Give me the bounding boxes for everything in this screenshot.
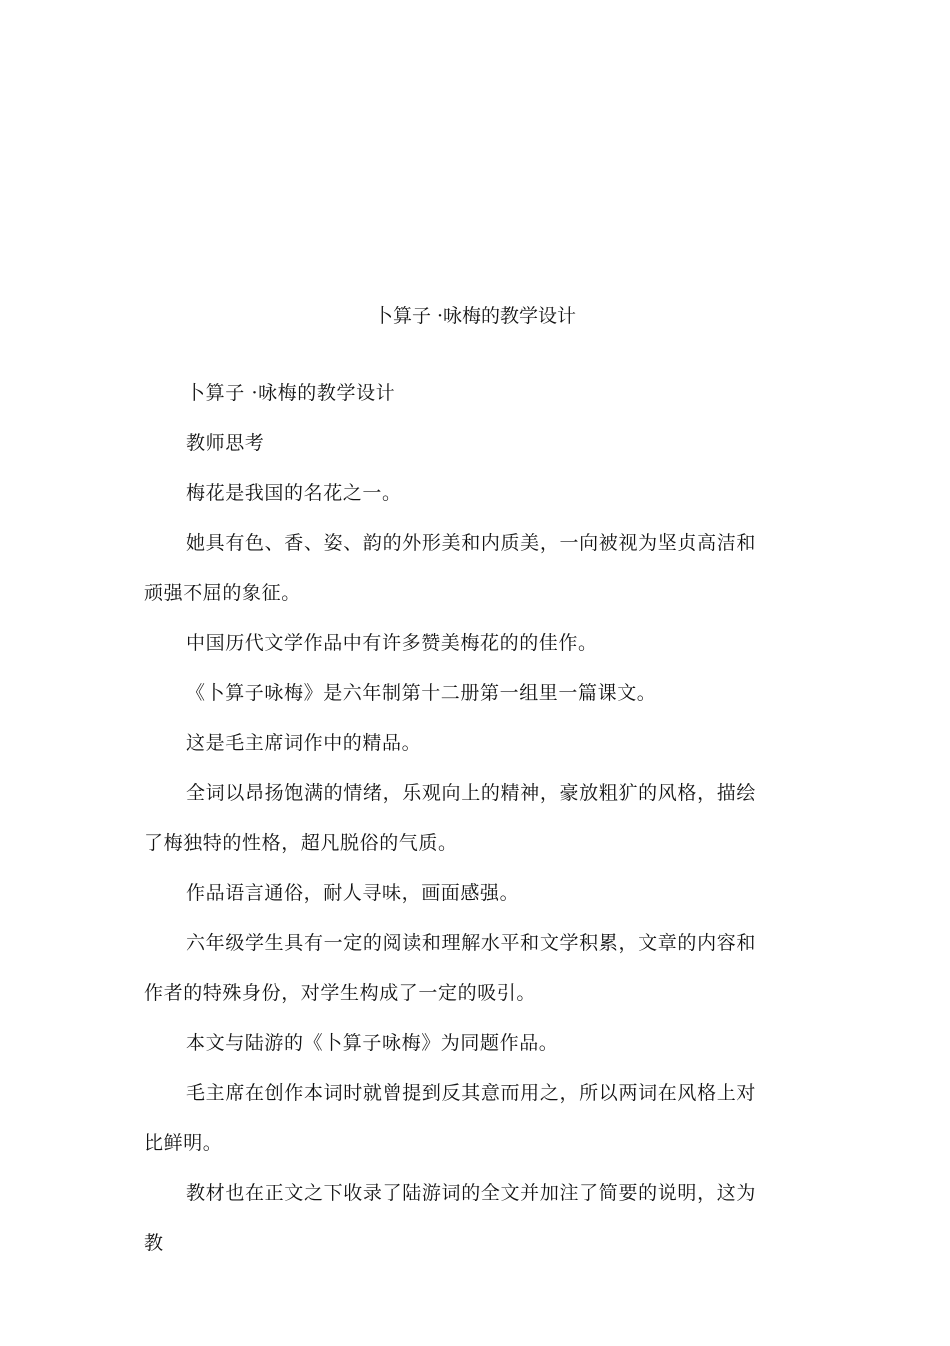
- body-paragraph: 《卜算子咏梅》是六年制第十二册第一组里一篇课文。: [186, 682, 657, 704]
- body-paragraph: 全词以昂扬饱满的情绪，乐观向上的精神，豪放粗犷的风格，描绘了梅独特的性格，超凡脱俗的气质。: [144, 782, 756, 854]
- body-paragraph: 她具有色、香、姿、韵的外形美和内质美，一向被视为坚贞高洁和顽强不屈的象征。: [144, 532, 756, 604]
- body-paragraph: 毛主席在创作本词时就曾提到反其意而用之，所以两词在风格上对比鲜明。: [144, 1082, 756, 1154]
- body-paragraph: 梅花是我国的名花之一。: [186, 482, 402, 504]
- body-paragraph: 这是毛主席词作中的精品。: [186, 732, 422, 754]
- body-paragraph: 教材也在正文之下收录了陆游词的全文并加注了简要的说明，这为教: [144, 1182, 756, 1254]
- document-title: 卜算子 ·咏梅的教学设计: [373, 305, 577, 327]
- section-heading: 教师思考: [186, 432, 265, 454]
- subtitle-paragraph: 卜算子 ·咏梅的教学设计: [186, 382, 396, 404]
- body-paragraph: 中国历代文学作品中有许多赞美梅花的的佳作。: [186, 632, 598, 654]
- body-paragraph: 六年级学生具有一定的阅读和理解水平和文学积累，文章的内容和作者的特殊身份，对学生构成了一定的吸引。: [144, 932, 756, 1004]
- document-body: [144, 368, 756, 1268]
- body-paragraph: 作品语言通俗，耐人寻味，画面感强。: [186, 882, 520, 904]
- body-paragraph: 本文与陆游的《卜算子咏梅》为同题作品。: [186, 1032, 559, 1054]
